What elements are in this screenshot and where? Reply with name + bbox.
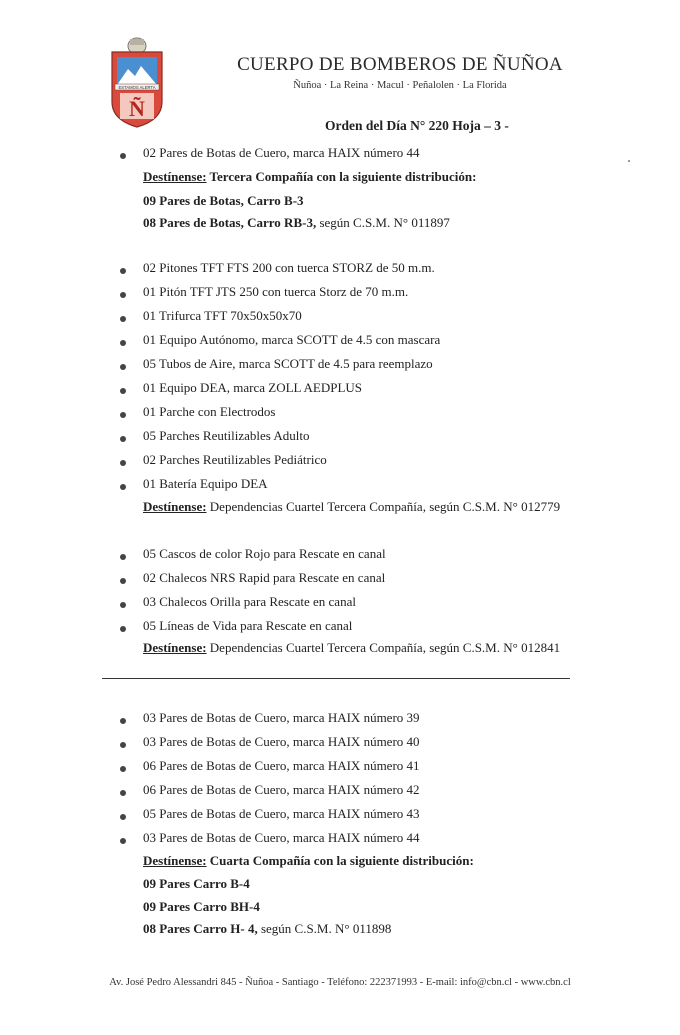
destination-line: [143, 640, 560, 656]
bullet-icon: [120, 292, 126, 298]
list-item: 01 Equipo DEA, marca ZOLL AEDPLUS: [143, 380, 363, 395]
distribution-line: [143, 921, 391, 937]
distribution-bold: 09 Pares de Botas, Carro B-3: [143, 193, 304, 208]
order-of-day-title: Orden del Día N° 220 Hoja – 3 -: [325, 118, 509, 133]
bullet-icon: [120, 790, 126, 796]
bullet-icon: [120, 436, 126, 442]
distribution-line: [143, 193, 304, 209]
list-item: 02 Pitones TFT FTS 200 con tuerca STORZ de 50 m.m.: [143, 260, 435, 275]
list-item: 03 Chalecos Orilla para Rescate en canal: [143, 594, 356, 609]
bullet-icon: [120, 626, 126, 632]
list-item: 01 Pitón TFT JTS 250 con tuerca Storz de 70 m.m.: [143, 284, 409, 299]
bullet-icon: [120, 340, 126, 346]
list-item: 06 Pares de Botas de Cuero, marca HAIX número 42: [143, 782, 420, 797]
destination-line: [143, 499, 560, 515]
destination-text: Dependencias Cuartel Tercera Compañía, según C.S.M. N° 012779: [206, 499, 561, 514]
list-item: 01 Trifurca TFT 70x50x50x70: [143, 308, 302, 323]
list-item: 05 Cascos de color Rojo para Rescate en canal: [143, 546, 386, 561]
list-item: 05 Parches Reutilizables Adulto: [143, 428, 310, 443]
destination-label: Destínense:: [143, 853, 207, 868]
fire-department-crest-logo: [108, 36, 166, 128]
bullet-icon: [120, 602, 126, 608]
destination-label: Destínense:: [143, 169, 207, 184]
list-item: 05 Tubos de Aire, marca SCOTT de 4.5 para reemplazo: [143, 356, 433, 371]
distribution-line: [143, 899, 260, 915]
bullet-icon: [120, 460, 126, 466]
list-item: 03 Pares de Botas de Cuero, marca HAIX número 44: [143, 830, 420, 845]
list-item: 06 Pares de Botas de Cuero, marca HAIX número 41: [143, 758, 420, 773]
organization-communes: Ñuñoa · La Reina · Macul · Peñalolen · La Florida: [293, 80, 507, 91]
destination-text: Cuarta Compañía con la siguiente distribución:: [206, 853, 474, 868]
scan-speck: [628, 160, 630, 162]
distribution-bold: 08 Pares de Botas, Carro RB-3,: [143, 215, 317, 230]
bullet-icon: [120, 554, 126, 560]
distribution-normal: según C.S.M. N° 011898: [257, 921, 392, 936]
destination-label: Destínense:: [143, 499, 207, 514]
distribution-bold: 09 Pares Carro B-4: [143, 876, 250, 891]
bullet-icon: [120, 364, 126, 370]
distribution-bold: 09 Pares Carro BH-4: [143, 899, 260, 914]
svg-text:ESTAMOS ALERTA: ESTAMOS ALERTA: [118, 85, 156, 90]
distribution-bold: 08 Pares Carro H- 4,: [143, 921, 258, 936]
list-item: 05 Pares de Botas de Cuero, marca HAIX número 43: [143, 806, 420, 821]
bullet-icon: [120, 578, 126, 584]
organization-name: CUERPO DE BOMBEROS DE ÑUÑOA: [237, 54, 563, 75]
bullet-icon: [120, 388, 126, 394]
destination-line: [143, 853, 474, 869]
distribution-line: [143, 876, 250, 892]
bullet-icon: [120, 718, 126, 724]
list-item: 01 Batería Equipo DEA: [143, 476, 268, 491]
destination-label: Destínense:: [143, 640, 207, 655]
bullet-icon: [120, 742, 126, 748]
bullet-icon: [120, 838, 126, 844]
distribution-line: [143, 215, 450, 231]
distribution-normal: según C.S.M. N° 011897: [316, 215, 450, 230]
bullet-icon: [120, 412, 126, 418]
bullet-icon: [120, 814, 126, 820]
list-item: 01 Parche con Electrodos: [143, 404, 276, 419]
list-item: 03 Pares de Botas de Cuero, marca HAIX número 39: [143, 710, 420, 725]
destination-line: [143, 169, 476, 185]
bullet-icon: [120, 316, 126, 322]
bullet-icon: [120, 153, 126, 159]
list-item: 02 Chalecos NRS Rapid para Rescate en canal: [143, 570, 386, 585]
bullet-icon: [120, 484, 126, 490]
list-item: 01 Equipo Autónomo, marca SCOTT de 4.5 con mascara: [143, 332, 441, 347]
destination-text: Tercera Compañía con la siguiente distribución:: [206, 169, 477, 184]
destination-text: Dependencias Cuartel Tercera Compañía, según C.S.M. N° 012841: [206, 640, 561, 655]
list-item: 05 Líneas de Vida para Rescate en canal: [143, 618, 353, 633]
footer-contact: Av. José Pedro Alessandri 845 - Ñuñoa - Santiago - Teléfono: 222371993 - E-mail: info@cbn.cl - www.cbn.cl: [109, 977, 571, 988]
bullet-icon: [120, 766, 126, 772]
list-item: 02 Pares de Botas de Cuero, marca HAIX número 44: [143, 145, 420, 160]
svg-text:Ñ: Ñ: [129, 96, 145, 121]
bullet-icon: [120, 268, 126, 274]
list-item: 03 Pares de Botas de Cuero, marca HAIX número 40: [143, 734, 420, 749]
list-item: 02 Parches Reutilizables Pediátrico: [143, 452, 327, 467]
section-divider: [102, 678, 570, 679]
